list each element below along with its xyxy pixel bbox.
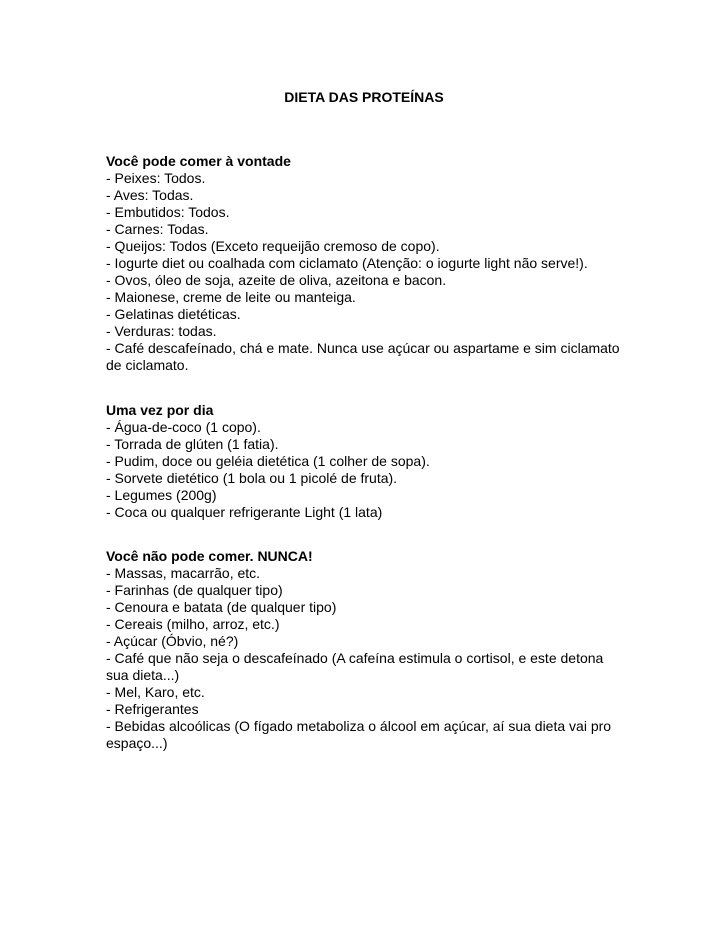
list-item: - Verduras: todas.	[106, 323, 217, 339]
list-item: - Bebidas alcoólicas (O fígado metaboliza o álcool em açúcar, aí sua dieta vai pro espaço...)	[106, 718, 612, 751]
section-heading: Você não pode comer. NUNCA!	[106, 548, 313, 564]
list-item: - Gelatinas dietéticas.	[106, 306, 241, 322]
list-item: - Coca ou qualquer refrigerante Light (1 lata)	[106, 504, 383, 520]
list-item: - Água-de-coco (1 copo).	[106, 419, 261, 435]
document-title: DIETA DAS PROTEÍNAS	[284, 89, 444, 105]
section-heading: Você pode comer à vontade	[106, 153, 291, 169]
list-item: - Queijos: Todos (Exceto requeijão cremoso de copo).	[106, 238, 440, 254]
list-item: - Legumes (200g)	[106, 487, 217, 503]
section-heading: Uma vez por dia	[106, 402, 214, 418]
list-item: - Farinhas (de qualquer tipo)	[106, 582, 283, 598]
list-item: - Café que não seja o descafeínado (A cafeína estimula o cortisol, e este detona sua dieta...)	[106, 650, 604, 683]
list-item: - Peixes: Todos.	[106, 170, 206, 186]
list-item: - Pudim, doce ou geléia dietética (1 colher de sopa).	[106, 453, 430, 469]
list-item: - Aves: Todas.	[106, 187, 194, 203]
list-item: - Cereais (milho, arroz, etc.)	[106, 616, 280, 632]
list-item: - Carnes: Todas.	[106, 221, 209, 237]
list-item: - Sorvete dietético (1 bola ou 1 picolé de fruta).	[106, 470, 398, 486]
list-item: - Maionese, creme de leite ou manteiga.	[106, 289, 356, 305]
list-item: - Açúcar (Óbvio, né?)	[106, 633, 239, 649]
list-item: - Embutidos: Todos.	[106, 204, 230, 220]
section-eat-freely	[106, 153, 626, 374]
list-item: - Torrada de glúten (1 fatia).	[106, 436, 279, 452]
list-item: - Mel, Karo, etc.	[106, 684, 205, 700]
list-item: - Cenoura e batata (de qualquer tipo)	[106, 599, 337, 615]
list-item: - Massas, macarrão, etc.	[106, 565, 261, 581]
list-item: - Iogurte diet ou coalhada com ciclamato (Atenção: o iogurte light não serve!).	[106, 255, 588, 271]
list-item: - Café descafeínado, chá e mate. Nunca use açúcar ou aspartame e sim ciclamato de ciclamato.	[106, 340, 620, 373]
list-item: - Ovos, óleo de soja, azeite de oliva, azeitona e bacon.	[106, 272, 447, 288]
list-item: - Refrigerantes	[106, 701, 199, 717]
section-never-eat	[106, 548, 626, 752]
section-once-a-day	[106, 402, 626, 521]
